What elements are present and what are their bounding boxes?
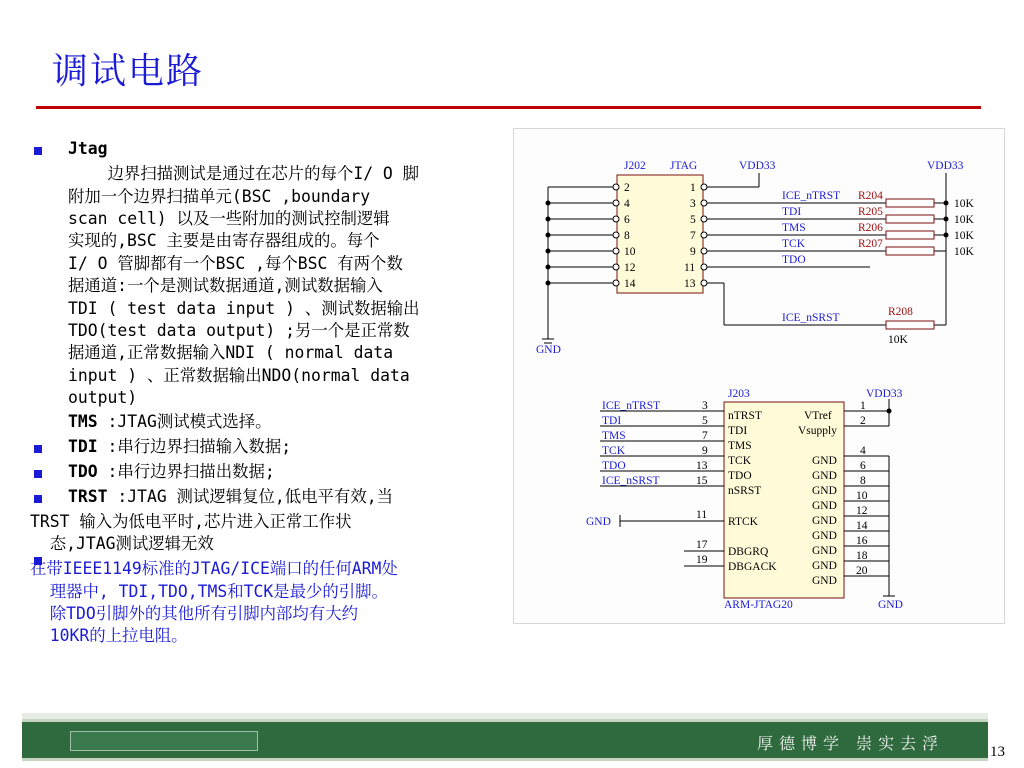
svg-text:R208: R208 (888, 306, 913, 318)
jtag-heading: Jtag (68, 139, 108, 158)
svg-text:6: 6 (860, 460, 866, 472)
svg-text:GND: GND (812, 500, 837, 512)
svg-text:14: 14 (624, 278, 636, 290)
footer-banner (22, 713, 988, 761)
jtag-line: 据通道,正常数据输入NDI ( normal data (68, 343, 394, 362)
footer-motto: 厚德博学 崇实去浮 (757, 734, 945, 753)
svg-text:7: 7 (702, 430, 708, 442)
svg-text:5: 5 (702, 415, 708, 427)
svg-text:8: 8 (624, 230, 630, 242)
jtag-line: 附加一个边界扫描单元(BSC ,boundary (68, 187, 371, 206)
svg-text:5: 5 (690, 214, 696, 226)
svg-text:3: 3 (690, 198, 696, 210)
jtag-line: 实现的,BSC 主要是由寄存器组成的。每个 (68, 231, 380, 250)
svg-text:19: 19 (696, 554, 708, 566)
jtag-line: input ) 、正常数据输出NDO(normal data (68, 366, 410, 385)
svg-text:GND: GND (812, 530, 837, 542)
svg-text:10: 10 (624, 246, 636, 258)
svg-text:1: 1 (860, 400, 866, 412)
svg-text:9: 9 (690, 246, 696, 258)
svg-text:GND: GND (586, 516, 611, 528)
svg-text:nTRST: nTRST (728, 410, 762, 422)
svg-text:10K: 10K (954, 230, 974, 242)
svg-text:3: 3 (702, 400, 708, 412)
svg-text:R206: R206 (858, 222, 883, 234)
svg-text:R207: R207 (858, 238, 883, 250)
svg-text:14: 14 (856, 520, 868, 532)
svg-text:GND: GND (812, 485, 837, 497)
svg-text:18: 18 (856, 550, 868, 562)
svg-text:13: 13 (684, 278, 696, 290)
arm-note-line: 除TDO引脚外的其他所有引脚内部均有大约 (30, 604, 358, 623)
svg-text:11: 11 (696, 509, 708, 521)
svg-text:9: 9 (702, 445, 708, 457)
title-divider (36, 106, 981, 109)
gnd-label: GND (536, 344, 561, 356)
j202-name: JTAG (670, 160, 698, 172)
svg-text:4: 4 (624, 198, 630, 210)
bullet-icon (34, 470, 42, 478)
tms-item: TMS :JTAG测试模式选择。 (68, 412, 272, 431)
tdi-item: TDI :串行边界扫描输入数据; (68, 437, 292, 456)
net-label: ICE_nSRST (782, 312, 840, 324)
svg-text:16: 16 (856, 535, 868, 547)
svg-text:10K: 10K (954, 214, 974, 226)
jtag-line: I/ O 管脚都有一个BSC ,每个BSC 有两个数 (68, 254, 403, 273)
trst-line: 态,JTAG测试逻辑无效 (30, 534, 214, 553)
svg-text:DBGRQ: DBGRQ (728, 546, 769, 558)
net-label: TDI (782, 206, 802, 218)
svg-text:10K: 10K (954, 198, 974, 210)
svg-text:GND: GND (878, 599, 903, 611)
j203-connector (586, 388, 903, 611)
svg-text:2: 2 (860, 415, 866, 427)
svg-text:4: 4 (860, 445, 866, 457)
svg-text:10K: 10K (888, 334, 908, 346)
jtag-line: 边界扫描测试是通过在芯片的每个I/ O 脚 (68, 164, 420, 183)
tdo-item: TDO :串行边界扫描出数据; (68, 462, 275, 481)
svg-text:1: 1 (690, 182, 696, 194)
svg-text:TCK: TCK (602, 445, 625, 457)
svg-text:TMS: TMS (602, 430, 626, 442)
svg-text:7: 7 (690, 230, 696, 242)
jtag-schematic (513, 128, 1005, 624)
j202-ref: J202 (624, 160, 646, 172)
svg-text:RTCK: RTCK (728, 516, 758, 528)
page-number: 13 (990, 744, 1005, 760)
svg-text:VDD33: VDD33 (866, 388, 903, 400)
svg-text:GND: GND (812, 575, 837, 587)
university-logo (70, 731, 258, 751)
footer-bar (22, 719, 988, 761)
svg-text:Vsupply: Vsupply (798, 425, 837, 437)
jtag-line: output) (68, 388, 138, 407)
svg-text:ARM-JTAG20: ARM-JTAG20 (724, 599, 793, 611)
schematic-drawing (514, 129, 1004, 623)
trst-item: TRST :JTAG 测试逻辑复位,低电平有效,当 (68, 487, 393, 506)
svg-text:J203: J203 (728, 388, 750, 400)
j202-connector (536, 160, 975, 356)
svg-text:10: 10 (856, 490, 868, 502)
svg-text:20: 20 (856, 565, 868, 577)
svg-text:GND: GND (812, 455, 837, 467)
slide-title: 调试电路 (52, 51, 205, 92)
svg-text:TDI: TDI (728, 425, 748, 437)
jtag-line: TDI ( test data input ) 、测试数据输出 (68, 299, 420, 318)
arm-note-line: 10KR的上拉电阻。 (30, 626, 188, 645)
jtag-line: TDO(test data output) ;另一个是正常数 (68, 321, 410, 340)
vdd-label: VDD33 (927, 160, 964, 172)
vdd-label: VDD33 (739, 160, 776, 172)
svg-text:TDO: TDO (728, 470, 752, 482)
jtag-line: scan cell) 以及一些附加的测试控制逻辑 (68, 209, 390, 228)
svg-text:VTref: VTref (804, 410, 832, 422)
svg-text:TMS: TMS (728, 440, 752, 452)
net-label: ICE_nTRST (782, 190, 841, 202)
svg-text:12: 12 (856, 505, 868, 517)
bullet-icon (34, 495, 42, 503)
svg-text:TDO: TDO (602, 460, 626, 472)
svg-text:6: 6 (624, 214, 630, 226)
svg-text:GND: GND (812, 560, 837, 572)
svg-text:DBGACK: DBGACK (728, 561, 777, 573)
svg-text:12: 12 (624, 262, 636, 274)
svg-text:17: 17 (696, 539, 708, 551)
net-label: TCK (782, 238, 805, 250)
svg-text:R205: R205 (858, 206, 883, 218)
trst-line: TRST 输入为低电平时,芯片进入正常工作状 (30, 512, 352, 531)
bullet-icon (34, 445, 42, 453)
arm-note-line: 在带IEEE1149标准的JTAG/ICE端口的任何ARM处 (30, 559, 398, 578)
svg-text:R204: R204 (858, 190, 883, 202)
svg-text:ICE_nTRST: ICE_nTRST (602, 400, 661, 412)
svg-text:2: 2 (624, 182, 630, 194)
svg-text:ICE_nSRST: ICE_nSRST (602, 475, 660, 487)
svg-text:13: 13 (696, 460, 708, 472)
svg-text:15: 15 (696, 475, 708, 487)
svg-text:10K: 10K (954, 246, 974, 258)
svg-text:8: 8 (860, 475, 866, 487)
net-label: TMS (782, 222, 806, 234)
svg-text:TDI: TDI (602, 415, 622, 427)
svg-text:TCK: TCK (728, 455, 751, 467)
svg-text:11: 11 (684, 262, 696, 274)
svg-text:GND: GND (812, 515, 837, 527)
svg-text:GND: GND (812, 545, 837, 557)
net-label: TDO (782, 254, 806, 266)
arm-note-line: 理器中, TDI,TDO,TMS和TCK是最少的引脚。 (30, 582, 388, 601)
svg-text:GND: GND (812, 470, 837, 482)
jtag-line: 据通道:一个是测试数据通道,测试数据输入 (68, 276, 383, 295)
bullet-icon (34, 147, 42, 155)
svg-text:nSRST: nSRST (728, 485, 762, 497)
